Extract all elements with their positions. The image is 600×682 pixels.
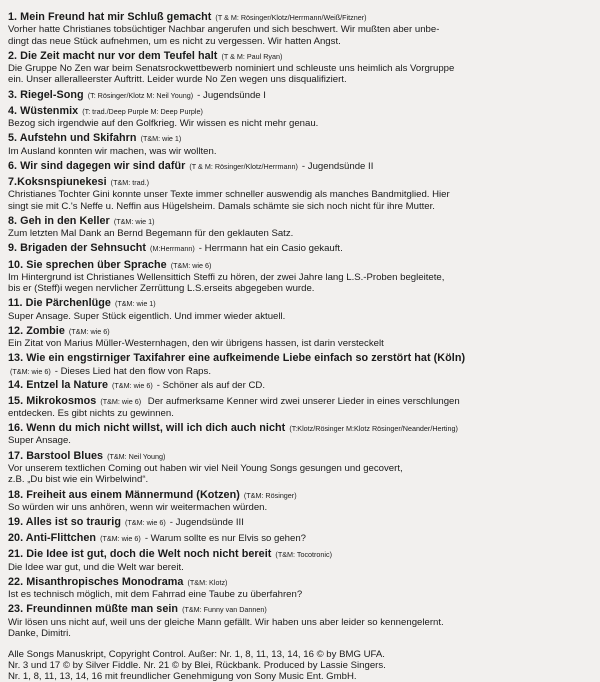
song-note: - Jugendsünde III <box>169 517 244 528</box>
song-title: 16. Wenn du mich nicht willst, will ich dich auch nicht <box>8 422 286 435</box>
song-title: 22. Misanthropisches Monodrama <box>8 575 184 588</box>
song-entry <box>8 174 600 212</box>
song-credit: (T&M: Tocotronic) <box>275 550 333 560</box>
song-credit: (T:Klotz/Rösinger M:Klotz Rösinger/Neander/Herting) <box>289 424 458 434</box>
song-title: 4. Wüstenmix <box>8 104 79 117</box>
song-entry <box>8 514 600 530</box>
song-title: 18. Freiheit aus einem Männermund (Kotzen) <box>8 488 240 501</box>
song-credit: (T&M: Rösinger) <box>243 490 297 500</box>
song-entry <box>8 130 600 157</box>
song-credit: (T&M: wie 1) <box>113 216 155 226</box>
song-comment-line: Super Ansage. <box>8 435 71 447</box>
song-credit: (T&M: wie 6) <box>125 518 166 527</box>
song-comment-line: Vor unserem textlichen Coming out haben wir viel Neil Young Songs gesungen und gecovert, <box>8 462 403 474</box>
song-credit: (M:Herrmann) <box>150 244 195 254</box>
song-note: - Dieses Lied hat den flow von Raps. <box>54 365 211 377</box>
song-comment-line: Im Hintergrund ist Christianes Wellensittich Steffi zu hören, der zwei Jahre lang L.S.-Proben begleitete, <box>8 271 445 283</box>
song-heading <box>8 377 600 393</box>
song-title: 14. Entzel la Nature <box>8 378 109 391</box>
song-entry <box>8 530 600 546</box>
song-entry <box>8 377 600 393</box>
song-entry <box>8 87 600 103</box>
song-credit: (T&M: wie 1) <box>114 299 156 309</box>
song-entry <box>8 295 600 322</box>
song-credit: (T: trad./Deep Purple M: Deep Purple) <box>82 106 203 116</box>
song-comment-line: Zum letzten Mal Dank an Bernd Begemann für den geklauten Satz. <box>8 228 294 239</box>
song-sub-line <box>8 366 600 377</box>
song-entry <box>8 487 600 514</box>
song-heading <box>8 103 600 119</box>
song-title: 15. Mikrokosmos <box>8 394 97 407</box>
song-heading <box>8 546 600 562</box>
song-comment-line: Bezog sich irgendwie auf den Golfkrieg. Wir wissen es nicht mehr genau. <box>8 118 319 129</box>
song-note: - Jugendsünde II <box>301 160 374 172</box>
song-entry <box>8 240 600 256</box>
song-entry <box>8 574 600 601</box>
song-credit: (T&M: wie 6) <box>112 380 153 390</box>
song-title: 7.Koksnspiunekesi <box>8 176 107 188</box>
song-credit: (T&M: wie 6) <box>10 366 51 376</box>
song-credit: (T: Rösinger/Klotz M: Neil Young) <box>87 90 194 100</box>
song-note: - Warum sollte es nur Elvis so gehen? <box>144 533 307 545</box>
song-comment-line: dingt das neue Stück aufnehmen, um es nicht zu vergessen. Wir hatten Angst. <box>8 35 341 47</box>
song-credit: (T&M: Neil Young) <box>107 451 166 461</box>
song-comment-line: Im Ausland konnten wir machen, was wir wollten. <box>8 145 217 157</box>
song-entry <box>8 546 600 573</box>
song-title: 21. Die Idee ist gut, doch die Welt noch nicht bereit <box>8 548 272 561</box>
song-credit: (T&M: Funny van Dannen) <box>182 605 267 615</box>
song-heading <box>8 323 600 339</box>
song-entry <box>8 158 600 174</box>
song-comment-line: bis er (Steff)i wegen nervlicher Zerrüttung L.S.erseits abgegeben wurde. <box>8 283 315 294</box>
song-heading <box>8 87 600 103</box>
song-comment-line: Wir lösen uns nicht auf, weil uns der gleiche Mann gefällt. Wir haben uns aber leider so kennengelernt. <box>8 616 444 628</box>
song-entry <box>8 103 600 130</box>
song-heading <box>8 487 600 503</box>
song-title: 2. Die Zeit macht nur vor dem Teufel halt <box>8 49 218 62</box>
song-note: - Schöner als auf der CD. <box>156 379 265 391</box>
song-note: - Jugendsünde I <box>197 89 266 101</box>
song-title: 19. Alles ist so traurig <box>8 516 122 528</box>
song-title: 1. Mein Freund hat mir Schluß gemacht <box>8 11 212 23</box>
song-title: 20. Anti-Flittchen <box>8 532 97 545</box>
song-credit: (T & M: Paul Ryan) <box>221 51 283 61</box>
song-title: 8. Geh in den Keller <box>8 214 110 227</box>
song-title: 10. Sie sprechen über Sprache <box>8 258 167 271</box>
song-entry <box>8 420 600 447</box>
song-title: 12. Zombie <box>8 324 65 337</box>
song-list <box>8 9 600 640</box>
song-comment-line: Christianes Tochter Gini konnte unser Texte immer schneller auswendig als manches Bandmitglied. Hier <box>8 189 450 201</box>
song-title: 9. Brigaden der Sehnsucht <box>8 242 147 255</box>
song-comment-line: Super Ansage. Super Stück eigentlich. Und immer wieder aktuell. <box>8 310 286 322</box>
song-comment-line: So würden wir uns anhören, wenn wir weitermachen würden. <box>8 501 268 513</box>
footer-line: Nr. 3 und 17 © by Silver Fiddle. Nr. 21 © by Blei, Rückbank. Produced by Lassie Singers. <box>8 659 386 671</box>
song-comment-line: z.B. „Du bist wie ein Wirbelwind“. <box>8 474 149 486</box>
song-entry <box>8 350 600 376</box>
song-heading <box>8 514 600 530</box>
song-title: 11. Die Pärchenlüge <box>8 297 111 310</box>
song-credit: (T&M: wie 6) <box>100 534 141 544</box>
song-heading <box>8 295 600 311</box>
song-comment-line: ein. Unser alleralleerster Auftritt. Leider wurde No Zen wegen uns disqualifiziert. <box>8 74 347 86</box>
footer-line: Alle Songs Manuskript, Copyright Control. Außer: Nr. 1, 8, 11, 13, 14, 16 © by BMG UFA. <box>8 648 385 660</box>
song-credit: (T&M: wie 6) <box>100 396 142 406</box>
song-title: 5. Aufstehn und Skifahrn <box>8 132 137 145</box>
song-credit: (T & M: Rösinger/Klotz/Herrmann/Weiß/Fitzner) <box>215 13 367 22</box>
song-entry <box>8 323 600 350</box>
song-credit: (T&M: trad.) <box>110 178 150 187</box>
copyright-footer <box>8 649 600 682</box>
song-comment-line: Die Gruppe No Zen war beim Senatsrockwettbewerb nominiert und schleuste uns heimlich als Vorgruppe <box>8 63 455 74</box>
song-title: 6. Wir sind dagegen wir sind dafür <box>8 159 186 172</box>
song-heading <box>8 393 600 409</box>
song-entry <box>8 448 600 486</box>
song-heading <box>8 420 600 436</box>
song-note: Der aufmerksame Kenner wird zwei unserer Lieder in eines verschlungen <box>145 395 460 407</box>
song-heading <box>8 130 600 146</box>
song-entry <box>8 48 600 86</box>
song-heading <box>8 213 600 229</box>
song-comment-line: Ein Zitat von Marius Müller-Westernhagen, den wir übrigens hassen, ist darin versteckelt <box>8 338 384 349</box>
song-entry <box>8 213 600 240</box>
song-credit: (T & M: Rösinger/Klotz/Herrmann) <box>189 161 298 171</box>
song-credit: (T&M: wie 6) <box>68 326 110 336</box>
song-heading <box>8 257 600 273</box>
song-entry <box>8 9 600 47</box>
song-heading <box>8 158 600 174</box>
song-entry <box>8 601 600 639</box>
song-heading <box>8 48 600 64</box>
song-comment-line: Die Idee war gut, und die Welt war bereit. <box>8 561 184 573</box>
song-heading <box>8 601 600 617</box>
song-heading <box>8 240 600 256</box>
song-entry <box>8 257 600 295</box>
song-comment-line: Vorher hatte Christianes tobsüchtiger Nachbar angerufen und sich beschwert. Wir mußten aber unbe- <box>8 24 440 36</box>
song-heading <box>8 448 600 464</box>
song-title: 13. Wie ein engstirniger Taxifahrer eine aufkeimende Liebe einfach so zerstört hat (Köln) <box>8 352 466 365</box>
song-heading <box>8 574 600 590</box>
song-heading <box>8 350 600 365</box>
song-comment-line: singt sie mit C.'s Neffe u. Neffin aus Hügelsheim. Damals schämte sie sich noch nicht für ihre Mutter. <box>8 200 435 212</box>
song-credit: (T&M: wie 1) <box>140 134 182 144</box>
footer-line: Nr. 1, 8, 11, 13, 14, 16 mit freundlicher Genehmigung von Sony Music Ent. GmbH. <box>8 670 357 682</box>
song-comment-line: entdecken. Es gibt nichts zu gewinnen. <box>8 407 174 419</box>
song-comment-line: Danke, Dimitri. <box>8 627 71 639</box>
song-credit: (T&M: wie 6) <box>170 260 212 270</box>
song-title: 23. Freundinnen müßte man sein <box>8 603 179 616</box>
song-credit: (T&M: Klotz) <box>187 577 228 587</box>
song-comment-line: Ist es technisch möglich, mit dem Fahrrad eine Taube zu überfahren? <box>8 589 303 601</box>
song-title: 17. Barstool Blues <box>8 449 104 462</box>
song-title: 3. Riegel-Song <box>8 88 84 101</box>
song-heading <box>8 9 600 25</box>
song-entry <box>8 393 600 420</box>
song-heading <box>8 174 600 190</box>
song-note: - Herrmann hat ein Casio gekauft. <box>198 243 343 255</box>
song-heading <box>8 530 600 546</box>
